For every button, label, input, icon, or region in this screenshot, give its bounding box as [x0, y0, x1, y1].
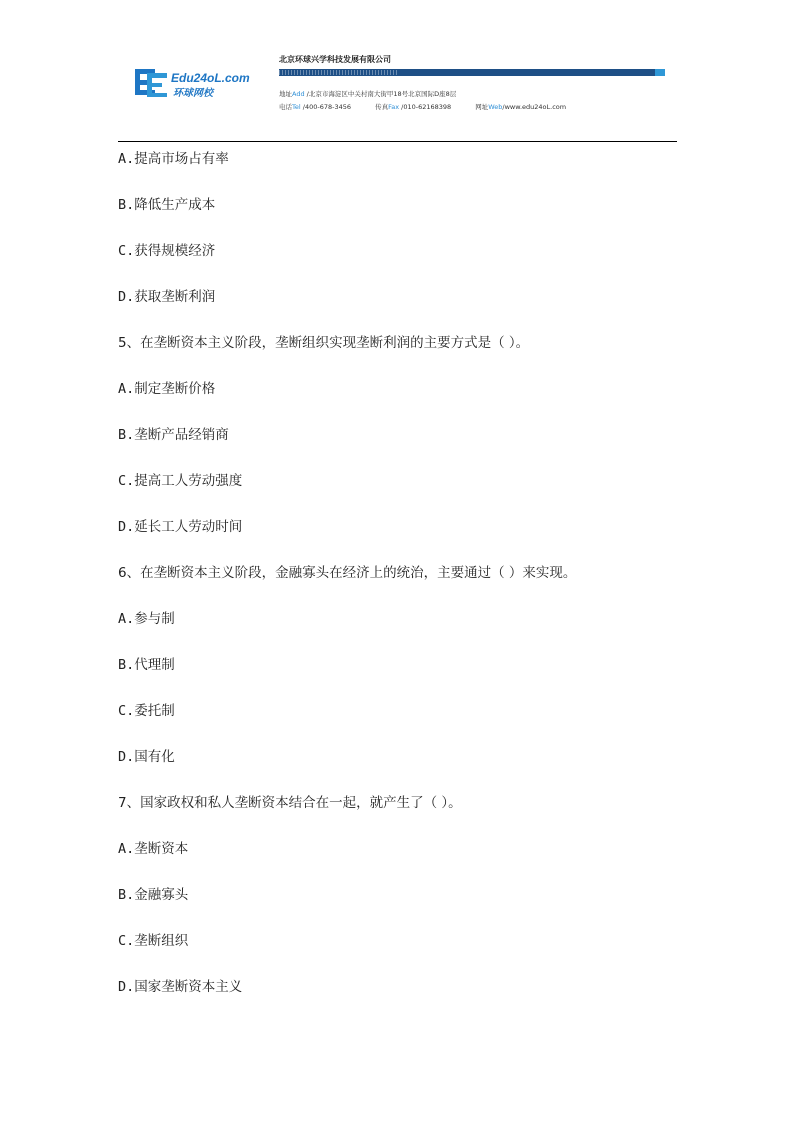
option-line: A.制定垄断价格: [118, 381, 216, 397]
question-content: [118, 148, 678, 1022]
option-line: A.参与制: [118, 611, 175, 627]
question-line: 7、国家政权和私人垄断资本结合在一起，就产生了（ ）。: [118, 795, 462, 811]
logo-e-mark-icon: [133, 66, 171, 100]
tel-value: /400-678-3456: [302, 103, 351, 111]
contact-row: [279, 102, 588, 111]
page-header: [0, 0, 794, 142]
web-value: /www.edu24oL.com: [502, 103, 567, 111]
option-line: C.获得规模经济: [118, 243, 216, 259]
fax-label: 传真: [375, 103, 389, 111]
header-divider: [118, 141, 677, 142]
fax-item: [375, 102, 451, 111]
tel-item: [279, 102, 351, 111]
option-line: B.代理制: [118, 657, 175, 673]
option-line: D.国有化: [118, 749, 175, 765]
web-item: [475, 102, 566, 111]
tel-label-en: Tel: [292, 103, 301, 111]
header-bar-light: [655, 69, 665, 76]
option-line: C.委托制: [118, 703, 175, 719]
address-label-en: Add: [292, 90, 305, 98]
option-line: C.提高工人劳动强度: [118, 473, 243, 489]
option-line: A.提高市场占有率: [118, 151, 229, 167]
logo-text: Edu24oL.com: [171, 71, 250, 85]
header-bar-pattern: [279, 70, 399, 75]
option-line: B.金融寡头: [118, 887, 189, 903]
option-line: D.国家垄断资本主义: [118, 979, 243, 995]
option-line: B.垄断产品经销商: [118, 427, 229, 443]
web-label-en: Web: [488, 103, 503, 111]
option-line: C.垄断组织: [118, 933, 189, 949]
option-line: D.获取垄断利润: [118, 289, 216, 305]
address-value: /北京市海淀区中关村南大街甲18号北京国际D座8层: [306, 90, 457, 98]
web-label: 网址: [475, 103, 489, 111]
option-line: D.延长工人劳动时间: [118, 519, 243, 535]
edu24ol-logo: [133, 66, 250, 100]
address-label: 地址: [279, 90, 292, 98]
company-name: 北京环球兴学科技发展有限公司: [279, 55, 391, 64]
fax-label-en: Fax: [388, 103, 400, 111]
option-line: A.垄断资本: [118, 841, 189, 857]
question-line: 5、在垄断资本主义阶段，垄断组织实现垄断利润的主要方式是（ ）。: [118, 335, 530, 351]
address-row: [279, 89, 456, 98]
tel-label: 电话: [279, 103, 292, 111]
logo-subtext: 环球网校: [173, 88, 213, 99]
fax-value: /010-62168398: [401, 103, 452, 111]
question-line: 6、在垄断资本主义阶段，金融寡头在经济上的统治，主要通过（ ）来实现。: [118, 565, 577, 581]
option-line: B.降低生产成本: [118, 197, 216, 213]
